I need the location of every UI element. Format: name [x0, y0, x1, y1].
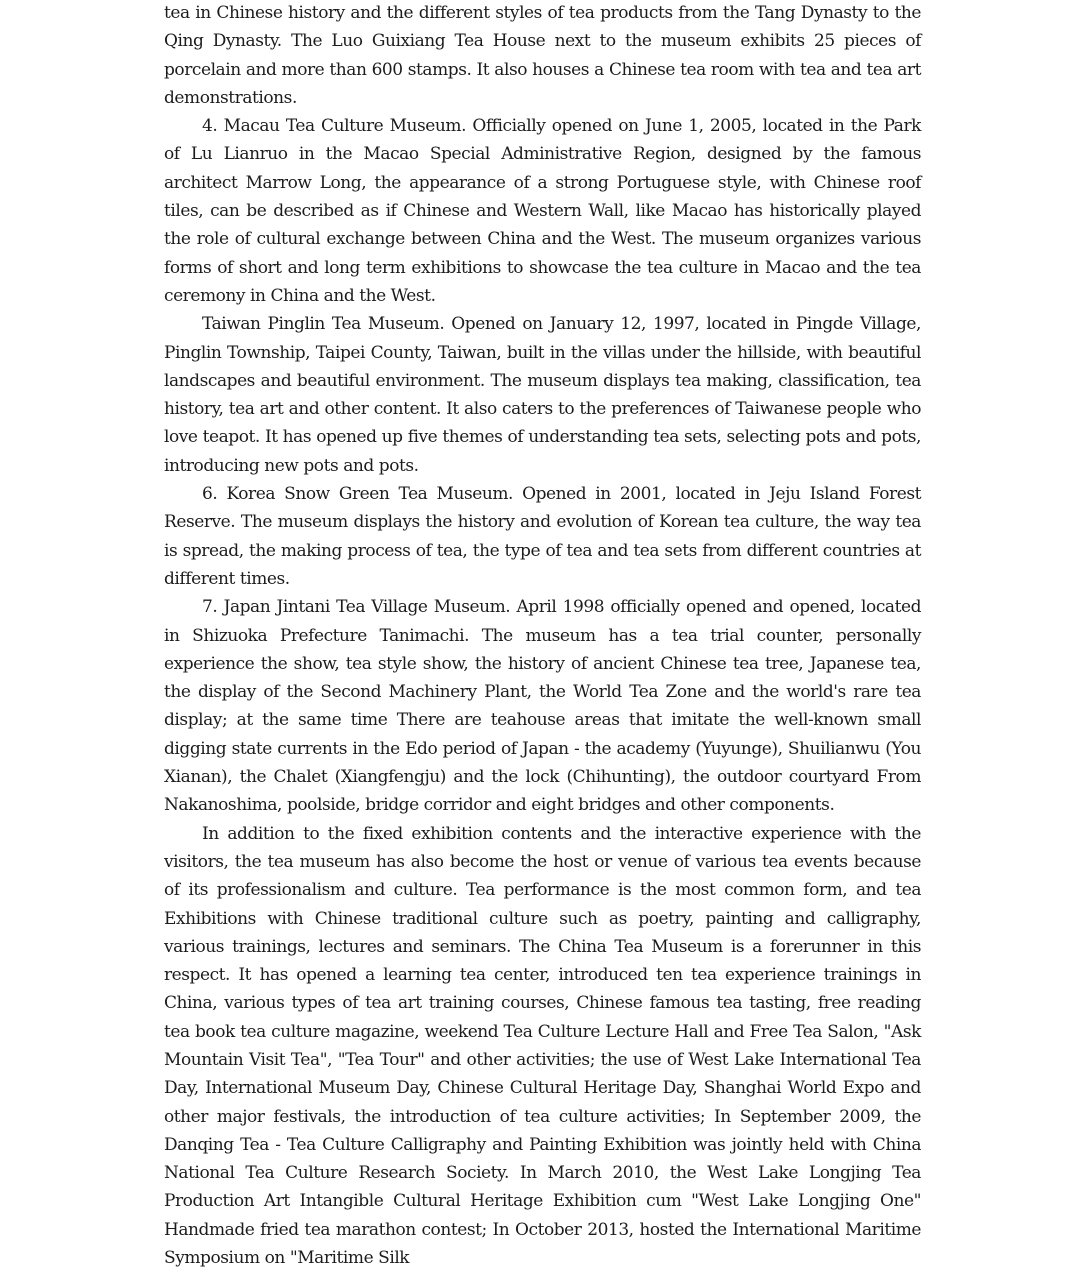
paragraph-korea-museum: 6. Korea Snow Green Tea Museum. Opened in 2001, located in Jeju Island Forest Reserve. The museum displays the history and evolution of Korean tea culture, the way tea is spread, the making process of tea, the type of tea and tea sets from different countries at different times.	[164, 484, 921, 589]
document-page	[164, 0, 921, 1272]
paragraph-japan-museum: 7. Japan Jintani Tea Village Museum. April 1998 officially opened and opened, located in Shizuoka Prefecture Tanimachi. The museum has a tea trial counter, personally experience the show, tea style show, the history of ancient Chinese tea tree, Japanese tea, the display of the Second Machinery Plant, the World Tea Zone and the world's rare tea display; at the same time There are teahouse areas that imitate the well-known small digging state currents in the Edo period of Japan - the academy (Yuyunge), Shuilianwu (You Xianan), the Chalet (Xiangfengju) and the lock (Chihunting), the outdoor courtyard From Nakanoshima, poolside, bridge corridor and eight bridges and other components.	[164, 597, 921, 816]
paragraph-macau-museum: 4. Macau Tea Culture Museum. Officially opened on June 1, 2005, located in the Park of Lu Lianruo in the Macao Special Administrative Region, designed by the famous architect Marrow Long, the appearance of a strong Portuguese style, with Chinese roof tiles, can be described as if Chinese and Western Wall, like Macao has historically played the role of cultural exchange between China and the West. The museum organizes various forms of short and long term exhibitions to showcase the tea culture in Macao and the tea ceremony in China and the West.	[164, 116, 921, 306]
paragraph-continued: tea in Chinese history and the different styles of tea products from the Tang Dynasty to the Qing Dynasty. The Luo Guixiang Tea House next to the museum exhibits 25 pieces of porcelain and more than 600 stamps. It also houses a Chinese tea room with tea and tea art demonstrations.	[164, 3, 921, 108]
paragraph-tea-events: In addition to the fixed exhibition contents and the interactive experience with the visitors, the tea museum has also become the host or venue of various tea events because of its professionalism and culture. Tea performance is the most common form, and tea Exhibitions with Chinese traditional culture such as poetry, painting and calligraphy, various trainings, lectures and seminars. The China Tea Museum is a forerunner in this respect. It has opened a learning tea center, introduced ten tea experience trainings in China, various types of tea art training courses, Chinese famous tea tasting, free reading tea book tea culture magazine, weekend Tea Culture Lecture Hall and Free Tea Salon, "Ask Mountain Visit Tea", "Tea Tour" and other activities; the use of West Lake International Tea Day, International Museum Day, Chinese Cultural Heritage Day, Shanghai World Expo and other major festivals, the introduction of tea culture activities; In September 2009, the Danqing Tea - Tea Culture Calligraphy and Painting Exhibition was jointly held with China National Tea Culture Research Society. In March 2010, the West Lake Longjing Tea Production Art Intangible Cultural Heritage Exhibition cum "West Lake Longjing One" Handmade fried tea marathon contest; In October 2013, hosted the International Maritime Symposium on "Maritime Silk	[164, 823, 921, 1269]
paragraph-taiwan-museum: Taiwan Pinglin Tea Museum. Opened on January 12, 1997, located in Pingde Village, Pinglin Township, Taipei County, Taiwan, built in the villas under the hillside, with beautiful landscapes and beautiful environment. The museum displays tea making, classification, tea history, tea art and other content. It also caters to the preferences of Taiwanese people who love teapot. It has opened up five themes of understanding tea sets, selecting pots and pots, introducing new pots and pots.	[164, 314, 921, 476]
